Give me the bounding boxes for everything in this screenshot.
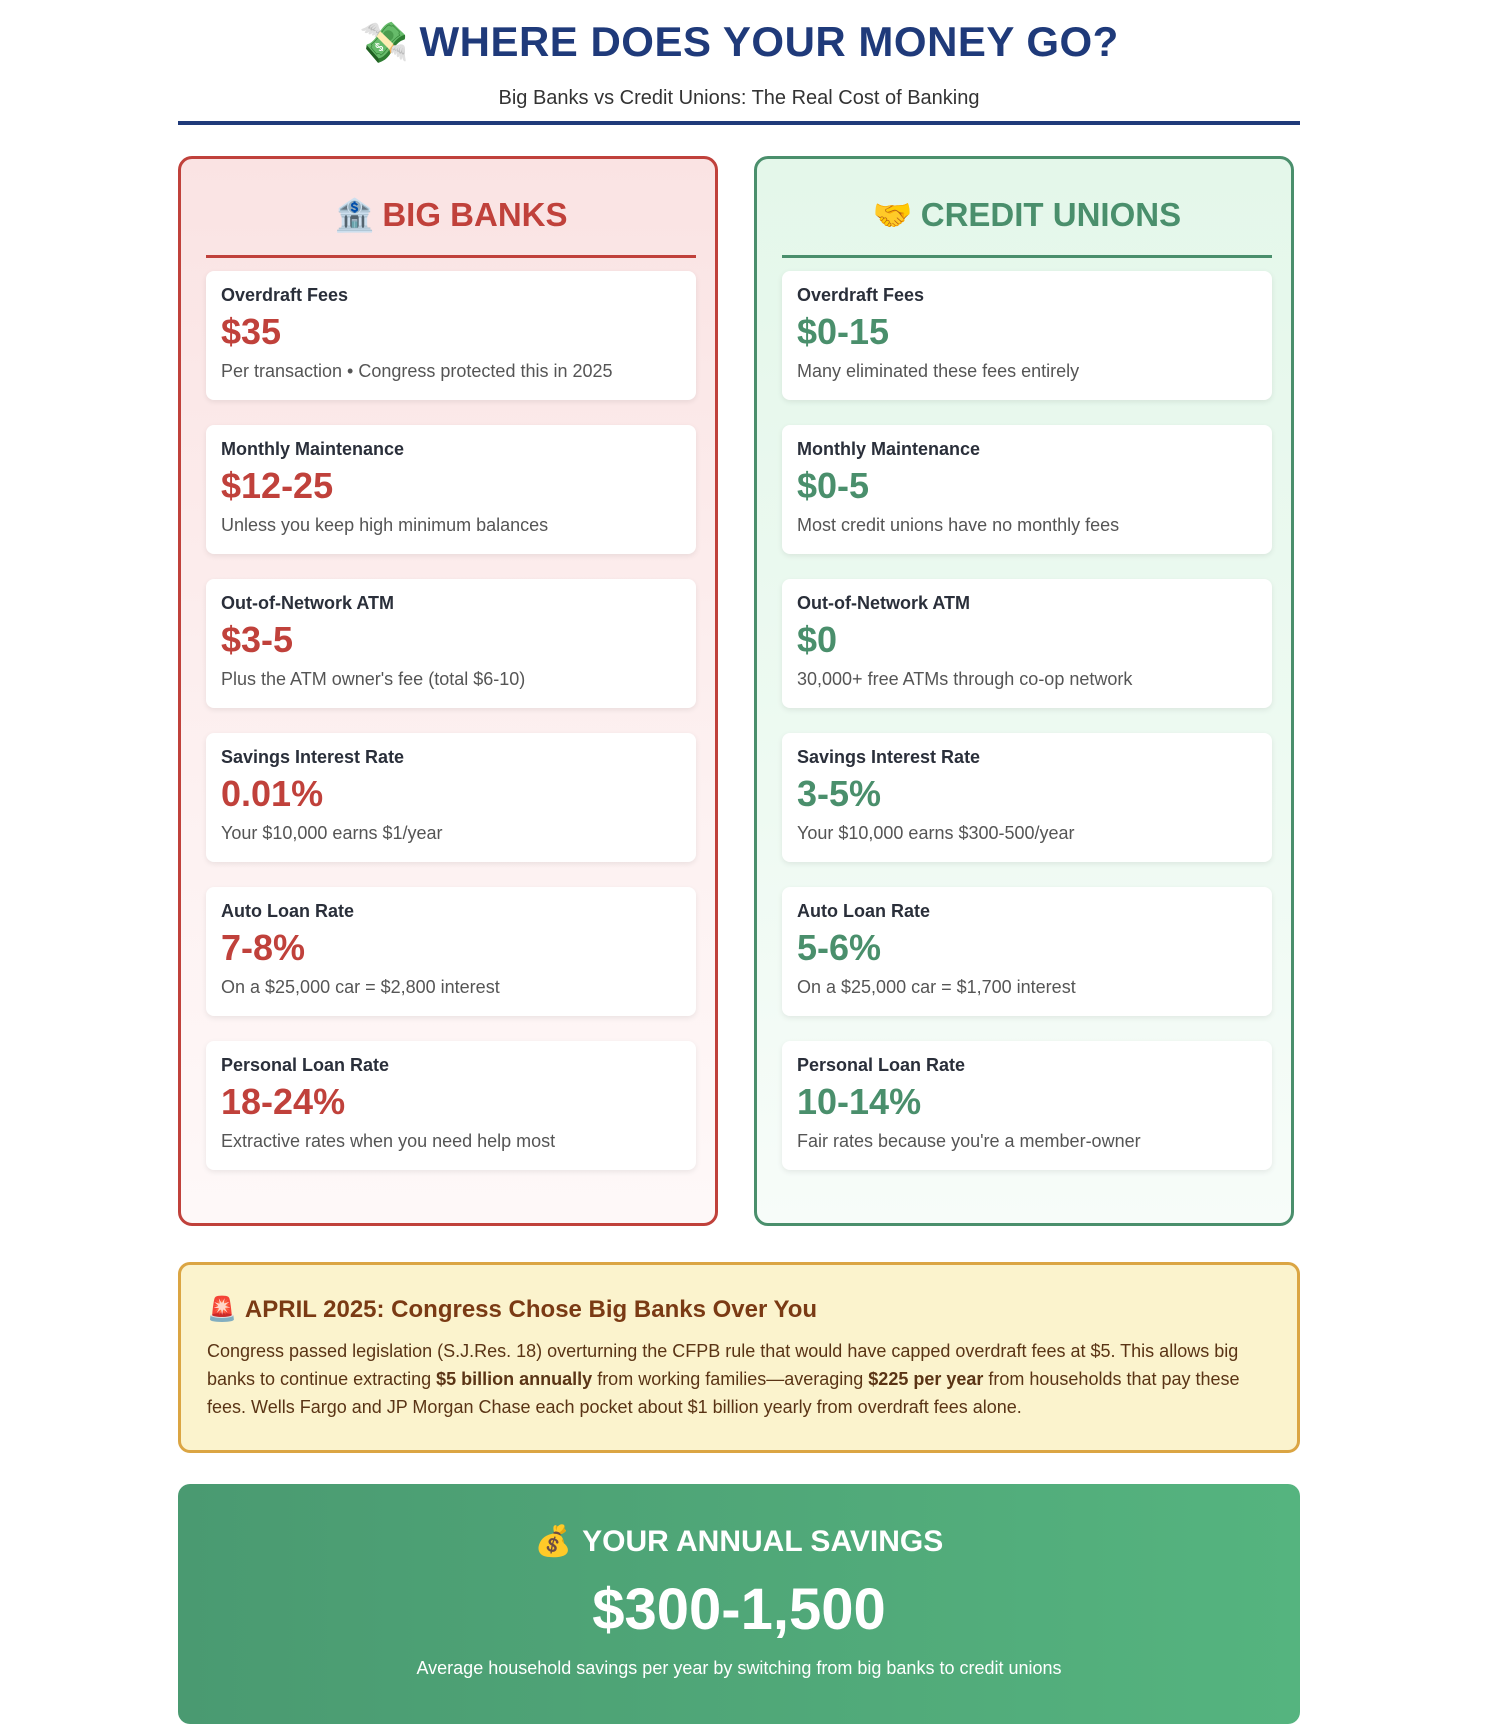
savings-value: $300-1,500 (592, 1577, 886, 1642)
card-value: 18-24% (221, 1081, 346, 1122)
card-label: Personal Loan Rate (221, 1055, 390, 1075)
alert-body-text: from households that pay these fees. Wells Fargo and JP Morgan Chase each pocket about $1 billion yearly from overdraft fees alone. (207, 1369, 1240, 1417)
bank-card-auto-loan (206, 887, 696, 1016)
card-note: Your $10,000 earns $1/year (221, 823, 443, 843)
bank-card-savings-rate (206, 733, 696, 862)
card-note: Per transaction • Congress protected this in 2025 (221, 361, 613, 381)
card-label: Overdraft Fees (797, 285, 925, 305)
money-with-wings-icon: 💸 (359, 21, 410, 65)
credit-unions-column (754, 156, 1294, 1226)
card-note: 30,000+ free ATMs through co-op network (797, 669, 1133, 689)
card-note: On a $25,000 car = $1,700 interest (797, 977, 1076, 997)
card-value: $0-5 (797, 465, 870, 506)
bank-card-atm (206, 579, 696, 708)
congress-alert-box (178, 1262, 1300, 1453)
card-note: On a $25,000 car = $2,800 interest (221, 977, 500, 997)
alert-highlight-billions: $5 billion annually (436, 1369, 593, 1389)
union-card-maintenance (782, 425, 1272, 554)
card-label: Personal Loan Rate (797, 1055, 966, 1075)
bank-icon: 🏦 (334, 197, 375, 233)
card-label: Overdraft Fees (221, 285, 349, 305)
savings-title-text: YOUR ANNUAL SAVINGS (582, 1525, 944, 1558)
big-banks-heading (206, 187, 696, 258)
page-title-text: WHERE DOES YOUR MONEY GO? (419, 18, 1119, 65)
union-card-overdraft (782, 271, 1272, 400)
card-note: Fair rates because you're a member-owner (797, 1131, 1141, 1151)
card-label: Auto Loan Rate (221, 901, 354, 921)
union-card-auto-loan (782, 887, 1272, 1016)
card-label: Monthly Maintenance (221, 439, 405, 459)
annual-savings-banner (178, 1484, 1300, 1724)
siren-icon: 🚨 (207, 1296, 237, 1323)
card-note: Many eliminated these fees entirely (797, 361, 1080, 381)
bank-card-personal-loan (206, 1041, 696, 1170)
savings-title (178, 1522, 1300, 1562)
big-banks-column (178, 156, 718, 1226)
card-value: $0-15 (797, 311, 890, 352)
savings-note: Average household savings per year by switching from big banks to credit unions (416, 1658, 1062, 1678)
card-note: Your $10,000 earns $300-500/year (797, 823, 1075, 843)
card-note: Unless you keep high minimum balances (221, 515, 549, 535)
union-card-personal-loan (782, 1041, 1272, 1170)
card-value: 10-14% (797, 1081, 922, 1122)
page-title (178, 14, 1300, 71)
card-value: 5-6% (797, 927, 882, 968)
alert-title-text: APRIL 2025: Congress Chose Big Banks Over You (244, 1296, 818, 1323)
big-banks-title: BIG BANKS (382, 196, 568, 233)
card-note: Plus the ATM owner's fee (total $6-10) (221, 669, 526, 689)
credit-unions-title: CREDIT UNIONS (920, 196, 1182, 233)
union-card-savings-rate (782, 733, 1272, 862)
card-label: Auto Loan Rate (797, 901, 930, 921)
bank-card-maintenance (206, 425, 696, 554)
card-label: Out-of-Network ATM (797, 593, 970, 613)
card-label: Savings Interest Rate (221, 747, 405, 767)
credit-unions-heading (782, 187, 1272, 258)
page-subtitle: Big Banks vs Credit Unions: The Real Cost of Banking (498, 87, 980, 109)
handshake-icon: 🤝 (872, 197, 913, 233)
alert-body-text: from working families—averaging (592, 1369, 869, 1389)
card-note: Most credit unions have no monthly fees (797, 515, 1120, 535)
card-label: Out-of-Network ATM (221, 593, 394, 613)
card-label: Savings Interest Rate (797, 747, 981, 767)
card-value: 0.01% (221, 773, 324, 814)
card-value: 3-5% (797, 773, 882, 814)
alert-body-text: Congress passed legislation (S.J.Res. 18) overturning the CFPB rule that would have capped overdraft fees at $5. This allows big banks to continue extracting (207, 1341, 1239, 1389)
union-card-atm (782, 579, 1272, 708)
card-value: $0 (797, 619, 838, 660)
alert-body (207, 1337, 1271, 1421)
card-label: Monthly Maintenance (797, 439, 981, 459)
bank-card-overdraft (206, 271, 696, 400)
card-value: 7-8% (221, 927, 306, 968)
header-divider (178, 121, 1300, 125)
card-value: $35 (221, 311, 282, 352)
money-bag-icon: 💰 (534, 1525, 573, 1558)
card-value: $12-25 (221, 465, 334, 506)
card-value: $3-5 (221, 619, 294, 660)
alert-highlight-per-year: $225 per year (868, 1369, 984, 1389)
card-note: Extractive rates when you need help most (221, 1131, 556, 1151)
alert-title (207, 1295, 1271, 1325)
header (178, 0, 1300, 110)
